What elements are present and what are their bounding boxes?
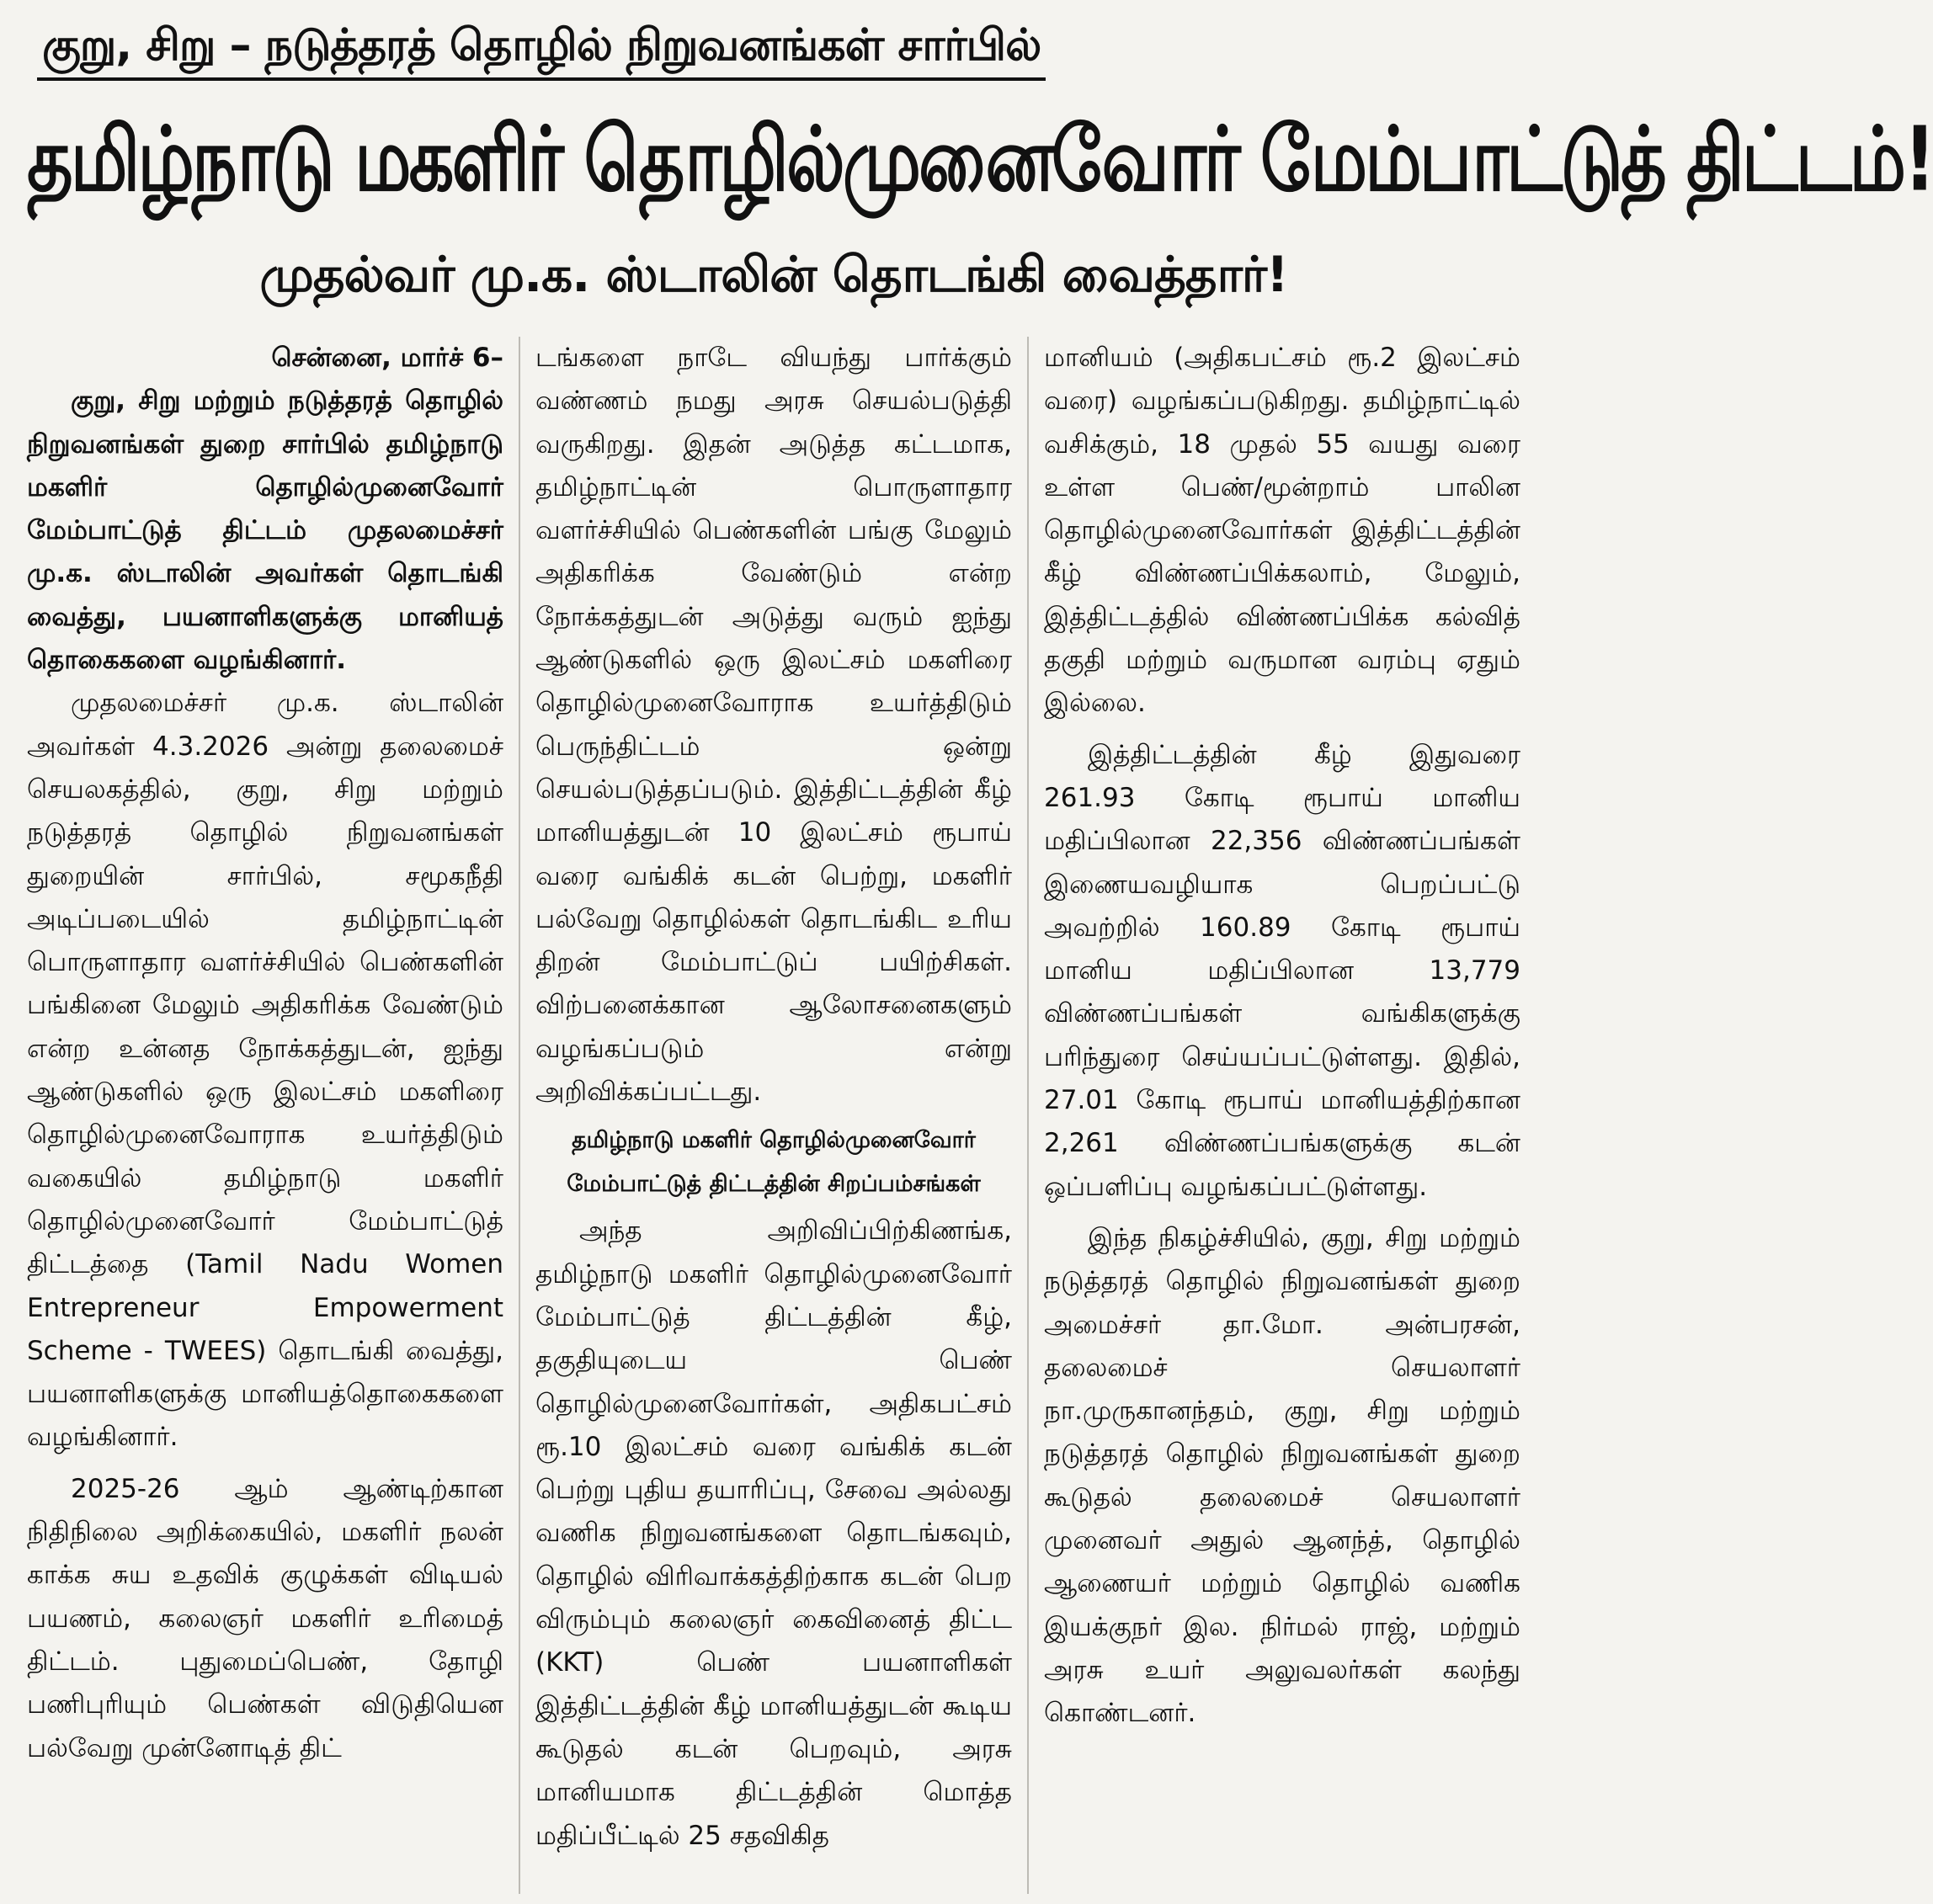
dateline: சென்னை, மார்ச் 6– [271, 343, 503, 373]
headline: தமிழ்நாடு மகளிர் தொழில்முனைவோர் மேம்பாட்டுத் திட்டம்! [27, 107, 1933, 211]
lead-paragraph: குறு, சிறு மற்றும் நடுத்தரத் தொழில் நிறுவனங்கள் துறை சார்பில் தமிழ்நாடு மகளிர் தொழில்முனைவோர் மேம்பாட்டுத் திட்டம் முதலமைச்சர் மு.க. ஸ்டாலின் அவர்கள் தொடங்கி வைத்து, பயனாளிகளுக்கு மானியத் தொகைகளை வழங்கினார். [27, 386, 503, 676]
subhead: முதல்வர் மு.க. ஸ்டாலின் தொடங்கி வைத்தார்! [259, 246, 1288, 303]
paragraph: அந்த அறிவிப்பிற்கிணங்க, தமிழ்நாடு மகளிர் தொழில்முனைவோர் மேம்பாட்டுத் திட்டத்தின் கீழ், தகுதியுடைய பெண் தொழில்முனைவோர்கள், அதிகபட்சம் ரூ.10 இலட்சம் வரை வங்கிக் கடன் பெற்று புதிய தயாரிப்பு, சேவை அல்லது வணிக நிறுவனங்களை தொடங்கவும், தொழில் விரிவாக்கத்திற்காக கடன் பெற விரும்பும் கலைஞர் கைவினைத் திட்ட (KKT) பெண் பயனாளிகள் இத்திட்டத்தின் கீழ் மானியத்துடன் கூடிய கூடுதல் கடன் பெறவும், அரசு மானியமாக திட்டத்தின் மொத்த மதிப்பீட்டில் 25 சதவிகித [535, 1215, 1012, 1851]
paragraph: இந்த நிகழ்ச்சியில், குறு, சிறு மற்றும் நடுத்தரத் தொழில் நிறுவனங்கள் துறை அமைச்சர் தா.மோ. அன்பரசன், தலைமைச் செயலாளர் நா.முருகானந்தம், குறு, சிறு மற்றும் நடுத்தரத் தொழில் நிறுவனங்கள் துறை கூடுதல் தலைமைச் செயலாளர் முனைவர் அதுல் ஆனந்த், தொழில் ஆணையர் மற்றும் தொழில் வணிக இயக்குநர் இல. நிர்மல் ராஜ், மற்றும் அரசு உயர் அலுவலர்கள் கலந்து கொண்டனர். [1044, 1222, 1520, 1729]
paragraph: முதலமைச்சர் மு.க. ஸ்டாலின் அவர்கள் 4.3.2026 அன்று தலைமைச் செயலகத்தில், குறு, சிறு மற்றும் நடுத்தரத் தொழில் நிறுவனங்கள் துறையின் சார்பில், சமூகநீதி அடிப்படையில் தமிழ்நாட்டின் பொருளாதார வளர்ச்சியில் பெண்களின் பங்கினை மேலும் அதிகரிக்க வேண்டும் என்ற உன்னத நோக்கத்துடன், ஐந்து ஆண்டுகளில் ஒரு இலட்சம் மகளிரை தொழில்முனைவோராக உயர்த்திடும் வகையில் தமிழ்நாடு மகளிர் தொழில்முனைவோர் மேம்பாட்டுத் திட்டத்தை (Tamil Nadu Women Entrepreneur Empowerment Scheme - TWEES) தொடங்கி வைத்து, பயனாளிகளுக்கு மானியத்தொகைகளை வழங்கினார். [27, 688, 503, 1453]
article-column-3 [1044, 337, 1520, 1894]
column-divider [519, 337, 520, 1894]
section-heading-line-1: தமிழ்நாடு மகளிர் தொழில்முனைவோர் [572, 1127, 976, 1154]
article-column-2 [535, 337, 1012, 1894]
section-heading-line-2: மேம்பாட்டுத் திட்டத்தின் சிறப்பம்சங்கள் [567, 1171, 981, 1198]
article-column-1 [27, 337, 503, 1894]
paragraph: டங்களை நாடே வியந்து பார்க்கும் வண்ணம் நமது அரசு செயல்படுத்தி வருகிறது. இதன் அடுத்த கட்டமாக, தமிழ்நாட்டின் பொருளாதார வளர்ச்சியில் பெண்களின் பங்கு மேலும் அதிகரிக்க வேண்டும் என்ற நோக்கத்துடன் அடுத்து வரும் ஐந்து ஆண்டுகளில் ஒரு இலட்சம் மகளிரை தொழில்முனைவோராக உயர்த்திடும் பெருந்திட்டம் ஒன்று செயல்படுத்தப்படும். இத்திட்டத்தின் கீழ் மானியத்துடன் 10 இலட்சம் ரூபாய் வரை வங்கிக் கடன் பெற்று, மகளிர் பல்வேறு தொழில்கள் தொடங்கிட உரிய திறன் மேம்பாட்டுப் பயிற்சிகள். விற்பனைக்கான ஆலோசனைகளும் வழங்கப்படும் என்று அறிவிக்கப்பட்டது. [535, 343, 1012, 1108]
paragraph: இத்திட்டத்தின் கீழ் இதுவரை 261.93 கோடி ரூபாய் மானிய மதிப்பிலான 22,356 விண்ணப்பங்கள் இணையவழியாக பெறப்பட்டு அவற்றில் 160.89 கோடி ரூபாய் மானிய மதிப்பிலான 13,779 விண்ணப்பங்கள் வங்கிகளுக்கு பரிந்துரை செய்யப்பட்டுள்ளது. இதில், 27.01 கோடி ரூபாய் மானியத்திற்கான 2,261 விண்ணப்பங்களுக்கு கடன் ஒப்பளிப்பு வழங்கப்பட்டுள்ளது. [1044, 739, 1520, 1202]
paragraph: மானியம் (அதிகபட்சம் ரூ.2 இலட்சம் வரை) வழங்கப்படுகிறது. தமிழ்நாட்டில் வசிக்கும், 18 முதல் 55 வயது வரை உள்ள பெண்/மூன்றாம் பாலின தொழில்முனைவோர்கள் இத்திட்டத்தின் கீழ் விண்ணப்பிக்கலாம், மேலும், இத்திட்டத்தில் விண்ணப்பிக்க கல்வித் தகுதி மற்றும் வருமான வரம்பு ஏதும் இல்லை. [1044, 343, 1520, 719]
article-columns [27, 337, 1520, 1894]
paragraph: 2025-26 ஆம் ஆண்டிற்கான நிதிநிலை அறிக்கையில், மகளிர் நலன் காக்க சுய உதவிக் குழுக்கள் விடியல் பயணம், கலைஞர் மகளிர் உரிமைத் திட்டம். புதுமைப்பெண், தோழி பணிபுரியும் பெண்கள் விடுதியென பல்வேறு முன்னோடித் திட் [27, 1473, 503, 1763]
kicker-line: குறு, சிறு – நடுத்தரத் தொழில் நிறுவனங்கள் சார்பில் [37, 15, 1046, 81]
section-heading [535, 1119, 1012, 1206]
column-divider [1027, 337, 1029, 1894]
